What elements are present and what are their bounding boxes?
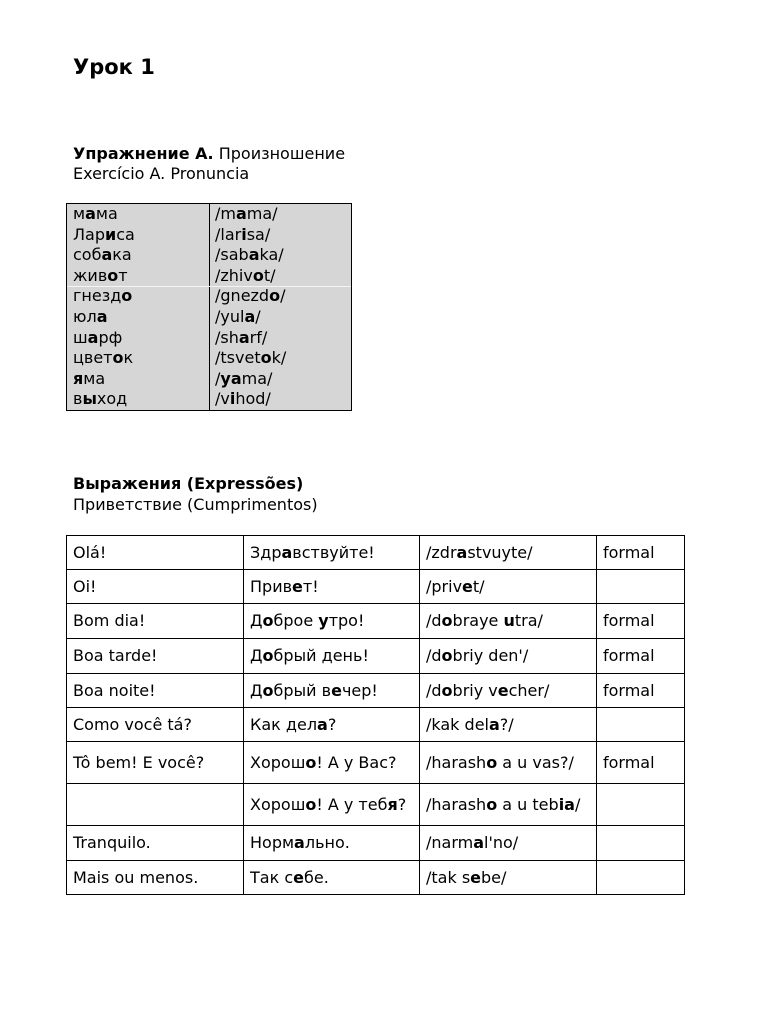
- exercise-a-subtitle: Exercício A. Pronuncia: [73, 164, 250, 183]
- transliteration: [215, 245, 286, 266]
- russian-phrase-stress: а: [317, 714, 328, 734]
- russian-phrase-text: Д: [250, 646, 263, 665]
- transliteration-phrase-text: be/: [481, 867, 507, 887]
- transliteration-phrase-stress: e: [497, 680, 509, 700]
- russian-phrase-text: Д: [250, 611, 263, 630]
- russian-word-text: Лар: [73, 224, 105, 244]
- transliteration-stress: i: [229, 389, 236, 409]
- transliteration-phrase-stress: o: [486, 794, 498, 814]
- transliteration-phrase-text: l'no/: [484, 833, 519, 852]
- russian-word: [73, 225, 135, 246]
- register-cell: [597, 784, 685, 826]
- expressions-table: [66, 535, 685, 895]
- russian-cell: [244, 604, 420, 639]
- transliteration-text: /yul: [215, 306, 245, 326]
- transliteration-phrase-text: /tak s: [426, 867, 471, 887]
- russian-word: [73, 328, 135, 349]
- transliteration-phrase-text: a u vas?/: [497, 752, 574, 772]
- table-row: [67, 536, 685, 570]
- russian-word-text: ма: [83, 368, 106, 388]
- portuguese-cell: Tô bem! E você?: [67, 742, 244, 784]
- transliteration-stress: o: [260, 348, 272, 368]
- transliteration: [215, 348, 286, 369]
- transliteration-cell: [420, 784, 597, 826]
- pronunciation-table: [66, 203, 352, 411]
- transliteration-phrase-text: cher/: [508, 680, 550, 700]
- russian-cell: [244, 570, 420, 604]
- russian-phrase-text: брый день!: [273, 646, 369, 665]
- russian-phrase-text: ! А у теб: [316, 794, 388, 814]
- transliteration-cell: [420, 639, 597, 674]
- transliteration-text: /lar: [215, 224, 242, 244]
- russian-word-stress: о: [121, 286, 133, 306]
- portuguese-cell: Tranquilo.: [67, 826, 244, 861]
- transliteration-phrase-stress: a: [473, 833, 485, 852]
- russian-phrase-text: ! А у Вас?: [316, 752, 397, 772]
- transliteration-phrase-text: /d: [426, 680, 442, 700]
- table-row: [67, 674, 685, 708]
- transliteration-text: /v: [215, 389, 230, 409]
- transliteration-phrase-stress: o: [441, 680, 453, 700]
- transliteration: [215, 225, 286, 246]
- portuguese-cell: Como você tá?: [67, 708, 244, 742]
- russian-word-text: к: [123, 348, 134, 368]
- russian-phrase-stress: у: [318, 611, 329, 630]
- table-row: [67, 639, 685, 674]
- transliteration-stress: i: [241, 224, 247, 244]
- column-divider: [209, 204, 210, 410]
- russian-phrase-text: Д: [250, 680, 263, 700]
- transliteration-stress: o: [269, 286, 281, 306]
- russian-phrase-text: ?: [397, 794, 407, 814]
- transliteration-stress: o: [252, 265, 264, 285]
- transliteration: [215, 204, 286, 225]
- transliteration-phrase-stress: a: [488, 714, 500, 734]
- transliteration-phrase-text: /priv: [426, 576, 463, 596]
- transliteration-phrase-text: /kak del: [426, 714, 489, 734]
- russian-phrase-text: Здр: [250, 542, 282, 562]
- portuguese-cell: Boa tarde!: [67, 639, 244, 674]
- russian-phrase-text: льно.: [304, 833, 350, 852]
- transliteration-stress: a: [235, 204, 247, 223]
- transliteration-text: /tsvet: [215, 348, 261, 368]
- russian-word: [73, 307, 135, 328]
- russian-phrase-stress: о: [262, 611, 274, 630]
- russian-word: [73, 204, 135, 225]
- russian-phrase-text: брый в: [273, 680, 332, 700]
- transliteration-cell: [420, 570, 597, 604]
- portuguese-cell: [67, 784, 244, 826]
- russian-word-stress: ы: [82, 389, 97, 409]
- transliteration-cell: [420, 674, 597, 708]
- exercise-a-title-rest: Произношение: [213, 144, 346, 163]
- transliteration-phrase-text: tra/: [514, 611, 543, 630]
- russian-word-text: ход: [96, 389, 128, 409]
- russian-phrase-text: Норм: [250, 833, 295, 852]
- russian-word-text: в: [73, 389, 83, 409]
- transliteration-cell: [420, 861, 597, 895]
- russian-phrase-stress: о: [262, 680, 274, 700]
- russian-word-stress: и: [105, 224, 117, 244]
- russian-phrase-text: ?: [327, 714, 337, 734]
- russian-cell: [244, 784, 420, 826]
- russian-words-column: [73, 204, 135, 410]
- transliteration-cell: [420, 742, 597, 784]
- register-cell: formal: [597, 604, 685, 639]
- transliteration-text: /zhiv: [215, 265, 253, 285]
- transliteration-phrase-stress: a: [456, 542, 468, 562]
- transliteration-phrase-text: /d: [426, 646, 442, 665]
- russian-word-text: т: [118, 265, 128, 285]
- transliteration-phrase-text: /d: [426, 611, 442, 630]
- transliteration-stress: ya: [220, 368, 242, 388]
- transliteration-phrase-stress: o: [441, 646, 453, 665]
- russian-phrase-text: бе.: [303, 867, 329, 887]
- portuguese-cell: Oi!: [67, 570, 244, 604]
- expressions-subtitle: Приветствие (Cumprimentos): [73, 495, 318, 514]
- portuguese-cell: Olá!: [67, 536, 244, 570]
- transliteration-phrase-text: /harash: [426, 794, 487, 814]
- transliteration-phrase-text: stvuyte/: [467, 542, 533, 562]
- russian-phrase-text: Прив: [250, 576, 293, 596]
- russian-word-stress: о: [112, 348, 124, 368]
- transliteration: [215, 266, 286, 287]
- russian-phrase-text: Хорош: [250, 752, 306, 772]
- transliteration-phrase-text: /: [574, 794, 581, 814]
- transliteration-text: /: [215, 368, 221, 388]
- transliteration-stress: a: [244, 306, 256, 326]
- transliteration: [215, 328, 286, 349]
- transliteration-cell: [420, 604, 597, 639]
- transliteration-column: [215, 204, 286, 410]
- transliteration-phrase-stress: o: [441, 611, 453, 630]
- russian-word-stress: а: [101, 245, 113, 265]
- russian-phrase-stress: о: [262, 646, 274, 665]
- russian-word-text: ка: [112, 245, 132, 265]
- russian-phrase-text: тро!: [328, 611, 365, 630]
- register-cell: [597, 826, 685, 861]
- table-row: [67, 784, 685, 826]
- register-cell: formal: [597, 674, 685, 708]
- russian-phrase-text: чер!: [341, 680, 378, 700]
- exercise-a-heading: [73, 144, 345, 184]
- transliteration-text: /sab: [215, 245, 249, 265]
- russian-phrase-stress: е: [292, 576, 303, 596]
- exercise-a-title: Упражнение А.: [73, 144, 214, 163]
- russian-cell: [244, 742, 420, 784]
- transliteration-phrase-text: t/: [472, 576, 485, 596]
- russian-word-text: соб: [73, 245, 102, 265]
- transliteration-phrase-stress: u: [503, 611, 515, 630]
- transliteration-cell: [420, 536, 597, 570]
- russian-word-stress: а: [85, 204, 96, 223]
- transliteration-stress: a: [238, 327, 250, 347]
- transliteration-phrase-stress: ia: [558, 794, 575, 814]
- russian-word-text: гнезд: [73, 286, 122, 306]
- russian-cell: [244, 536, 420, 570]
- russian-word: [73, 348, 135, 369]
- transliteration: [215, 369, 286, 390]
- register-cell: formal: [597, 742, 685, 784]
- transliteration: [215, 286, 286, 307]
- russian-phrase-text: Как дел: [250, 714, 318, 734]
- portuguese-cell: Mais ou menos.: [67, 861, 244, 895]
- register-cell: [597, 861, 685, 895]
- expressions-heading: [73, 473, 318, 515]
- russian-cell: [244, 826, 420, 861]
- transliteration-phrase-text: /narm: [426, 833, 474, 852]
- transliteration-phrase-text: briy den'/: [452, 646, 529, 665]
- transliteration-text: /sh: [215, 327, 239, 347]
- russian-word-text: юл: [73, 306, 97, 326]
- russian-word: [73, 286, 135, 307]
- transliteration-stress: a: [248, 245, 260, 265]
- russian-word: [73, 389, 135, 410]
- transliteration-text: hod/: [235, 389, 271, 409]
- russian-phrase-stress: я: [387, 794, 398, 814]
- transliteration-cell: [420, 826, 597, 861]
- russian-phrase-text: т!: [302, 576, 319, 596]
- russian-phrase-stress: а: [294, 833, 305, 852]
- russian-phrase-stress: о: [305, 794, 317, 814]
- russian-word: [73, 266, 135, 287]
- russian-word: [73, 245, 135, 266]
- russian-word-text: ма: [95, 204, 118, 223]
- transliteration-text: sa/: [246, 224, 271, 244]
- russian-word-text: рф: [98, 327, 123, 347]
- register-cell: [597, 570, 685, 604]
- page-title: Урок 1: [73, 55, 155, 79]
- portuguese-cell: Bom dia!: [67, 604, 244, 639]
- table-row: [67, 570, 685, 604]
- transliteration-phrase-text: a u teb: [497, 794, 559, 814]
- transliteration-text: /: [255, 306, 261, 326]
- transliteration-phrase-text: ?/: [499, 714, 514, 734]
- russian-word-text: са: [116, 224, 135, 244]
- transliteration-text: /m: [215, 204, 236, 223]
- transliteration-phrase-stress: e: [462, 576, 473, 596]
- russian-cell: [244, 674, 420, 708]
- transliteration-text: t/: [263, 265, 276, 285]
- register-cell: [597, 708, 685, 742]
- transliteration-text: /: [280, 286, 286, 306]
- table-row: [67, 826, 685, 861]
- transliteration: [215, 389, 286, 410]
- transliteration-phrase-stress: o: [486, 752, 498, 772]
- transliteration-phrase-stress: e: [470, 867, 482, 887]
- transliteration-text: k/: [271, 348, 287, 368]
- transliteration-text: rf/: [249, 327, 268, 347]
- transliteration-cell: [420, 708, 597, 742]
- russian-cell: [244, 861, 420, 895]
- portuguese-cell: Boa noite!: [67, 674, 244, 708]
- transliteration-text: ka/: [259, 245, 284, 265]
- russian-word-text: ш: [73, 327, 88, 347]
- register-cell: formal: [597, 639, 685, 674]
- russian-phrase-stress: е: [293, 867, 304, 887]
- transliteration-phrase-text: briy v: [452, 680, 498, 700]
- russian-phrase-text: Хорош: [250, 794, 306, 814]
- russian-phrase-text: брое: [273, 611, 319, 630]
- russian-phrase-text: Так с: [250, 867, 294, 887]
- russian-word-stress: о: [107, 265, 119, 285]
- expressions-title: Выражения (Expressões): [73, 474, 304, 493]
- russian-phrase-text: вствуйте!: [292, 542, 375, 562]
- table-row: [67, 604, 685, 639]
- transliteration: [215, 307, 286, 328]
- transliteration-text: ma/: [246, 204, 278, 223]
- table-row: [67, 742, 685, 784]
- transliteration-phrase-text: /harash: [426, 752, 487, 772]
- russian-word-text: м: [73, 204, 86, 223]
- russian-cell: [244, 639, 420, 674]
- transliteration-text: /gnezd: [215, 286, 270, 306]
- russian-word: [73, 369, 135, 390]
- russian-cell: [244, 708, 420, 742]
- table-row: [67, 708, 685, 742]
- transliteration-phrase-text: /zdr: [426, 542, 457, 562]
- russian-word-stress: а: [87, 327, 99, 347]
- transliteration-text: ma/: [241, 368, 273, 388]
- russian-word-text: цвет: [73, 348, 113, 368]
- russian-phrase-stress: о: [305, 752, 317, 772]
- russian-phrase-stress: а: [281, 542, 293, 562]
- russian-phrase-stress: е: [331, 680, 342, 700]
- russian-word-text: жив: [73, 265, 108, 285]
- transliteration-phrase-text: braye: [452, 611, 504, 630]
- register-cell: formal: [597, 536, 685, 570]
- table-row: [67, 861, 685, 895]
- russian-word-stress: а: [96, 306, 108, 326]
- russian-word-stress: я: [73, 368, 84, 388]
